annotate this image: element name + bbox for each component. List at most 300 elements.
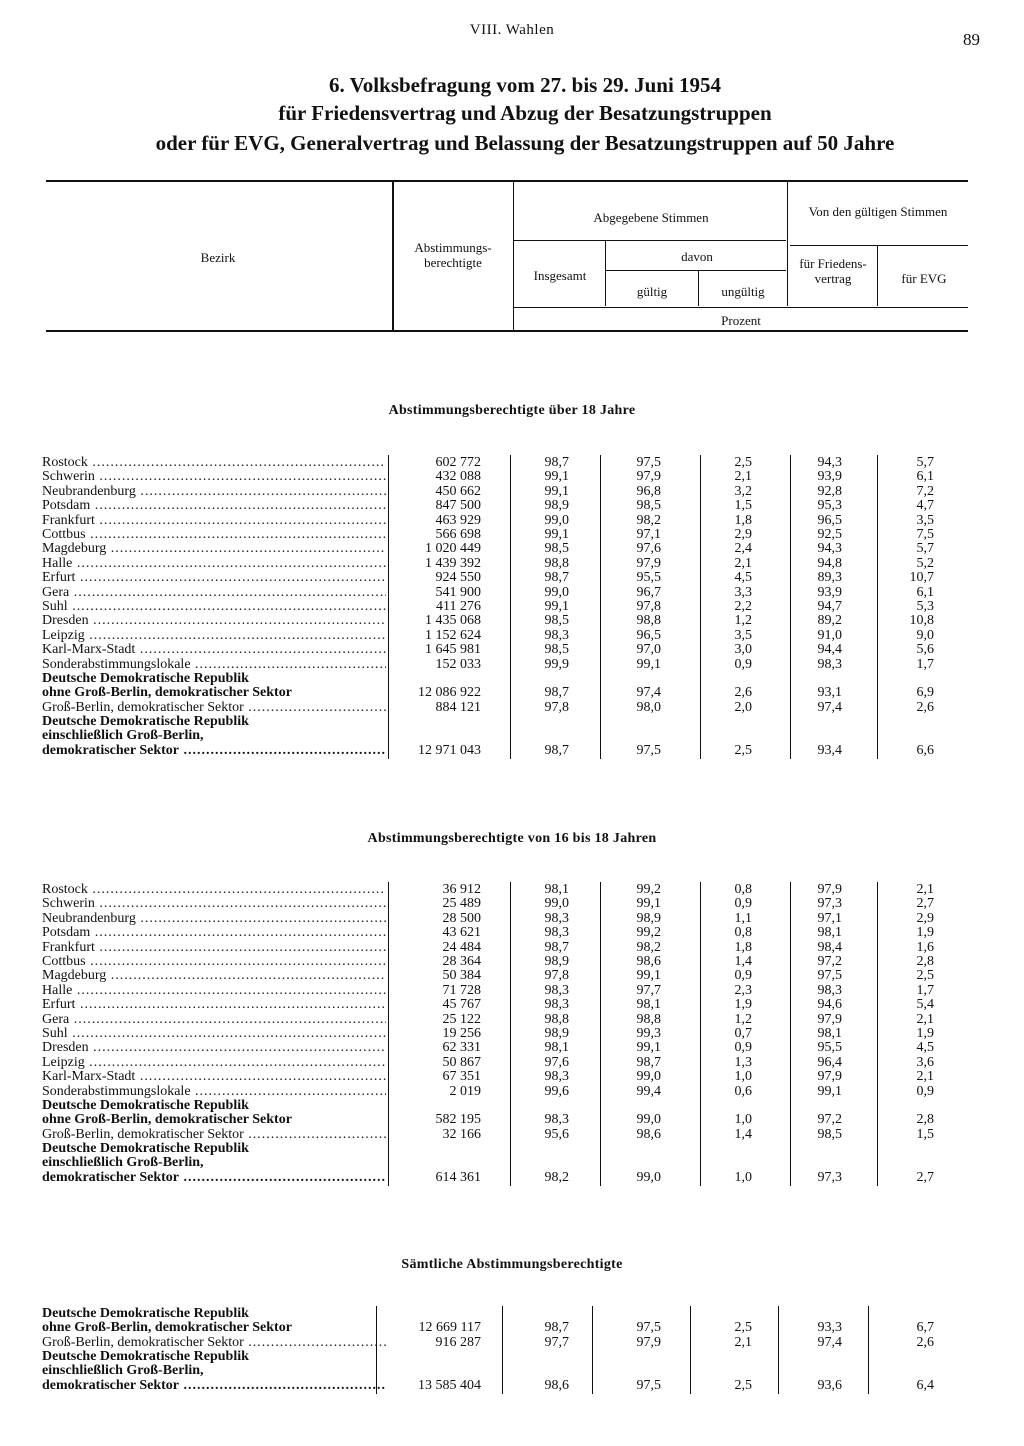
ungueltig-value: 0,9 [734,656,752,672]
title-line-2: für Friedensvertrag und Abzug der Besatzungstruppen [278,101,772,125]
berechtigte-value: 1 435 068 [425,613,481,629]
evg-value: 3,5 [916,512,934,528]
gueltig-value: 97,8 [636,599,661,614]
row-label: demokratischer Sektor ..... [42,1170,386,1186]
ungueltig-value: 2,4 [734,541,752,557]
column-divider [778,1306,779,1394]
ungueltig-value: 1,2 [734,613,752,629]
insgesamt-value: 98,7 [544,743,569,758]
ungueltig-value: 1,0 [734,1112,752,1127]
frieden-value: 96,4 [817,1054,842,1070]
column-divider [600,882,601,1186]
gueltig-value: 99,0 [636,1069,661,1085]
row-label: Deutsche Demokratische Republik [42,1306,249,1321]
frieden-value: 93,3 [817,1320,842,1335]
frieden-value: 95,3 [817,498,842,514]
berechtigte-value: 62 331 [442,1040,481,1056]
gueltig-value: 97,5 [636,455,661,470]
row-label: Deutsche Demokratische Republik [42,714,249,729]
insgesamt-value: 98,1 [544,882,569,897]
row-label: Dresden ..... [42,613,386,629]
row-label: Deutsche Demokratische Republik [42,671,249,686]
header-top-rule [46,180,968,182]
gueltig-value: 97,9 [636,469,661,485]
frieden-value: 98,3 [817,982,842,998]
row-label: ohne Groß-Berlin, demokratischer Sektor [42,1320,292,1335]
header-insgesamt: Insgesamt [533,268,587,283]
berechtigte-value: 1 152 624 [425,627,481,643]
section-title-16-18: Abstimmungsberechtigte von 16 bis 18 Jahren [367,831,657,846]
header-davon: davon [681,249,713,264]
running-head: VIII. Wahlen [469,22,555,38]
frieden-value: 93,9 [817,469,842,485]
ungueltig-value: 2,1 [734,1335,752,1350]
header-berechtigte: Abstimmungs-berechtigte [414,240,492,270]
gueltig-value: 98,2 [636,512,661,528]
frieden-value: 97,9 [817,1011,842,1027]
gueltig-value: 98,6 [636,1127,661,1142]
gueltig-value: 97,7 [636,982,661,998]
ddr-mit-label-row-2 [0,728,1024,744]
evg-value: 5,3 [916,599,934,614]
berechtigte-value: 614 361 [435,1170,481,1185]
gueltig-value: 97,5 [636,1320,661,1335]
frieden-value: 93,9 [817,584,842,600]
berechtigte-value: 2 019 [449,1083,481,1099]
gueltig-value: 97,5 [636,1378,661,1393]
header-bezirk: Bezirk [200,250,236,265]
row-label: Sonderabstimmungslokale ..... [42,1084,386,1100]
berechtigte-value: 25 489 [442,896,481,912]
insgesamt-value: 98,7 [544,1320,569,1335]
insgesamt-value: 99,9 [544,656,569,672]
column-divider [790,882,791,1186]
gueltig-value: 98,6 [636,954,661,969]
row-label: Dresden ..... [42,1040,386,1056]
evg-value: 2,6 [916,1335,934,1350]
evg-value: 2,5 [916,968,934,984]
ungueltig-value: 2,1 [734,555,752,571]
column-divider [790,455,791,759]
berechtigte-value: 450 662 [435,483,481,499]
gueltig-value: 99,2 [636,882,661,897]
frieden-value: 91,0 [817,627,842,643]
gueltig-value: 97,5 [636,743,661,758]
insgesamt-value: 98,6 [544,1378,569,1393]
ungueltig-value: 3,3 [734,584,752,600]
frieden-value: 94,6 [817,997,842,1013]
evg-value: 6,6 [916,743,934,758]
ungueltig-value: 1,2 [734,1011,752,1027]
frieden-value: 94,4 [817,642,842,658]
row-label: einschließlich Groß-Berlin, [42,1363,204,1378]
header-divider-insgesamt [605,240,606,306]
row-label: Erfurt ..... [42,570,386,586]
ungueltig-value: 3,0 [734,642,752,658]
gueltig-value: 99,1 [636,968,661,984]
frieden-value: 96,5 [817,512,842,528]
gueltig-value: 99,0 [636,1112,661,1127]
gueltig-value: 99,4 [636,1083,661,1099]
row-label: Potsdam ..... [42,925,386,941]
insgesamt-value: 98,5 [544,642,569,658]
evg-value: 1,9 [916,925,934,941]
evg-value: 7,5 [916,527,934,542]
frieden-value: 98,1 [817,1026,842,1041]
row-label: Gera ..... [42,585,386,601]
column-divider [877,882,878,1186]
gueltig-value: 99,3 [636,1026,661,1041]
gueltig-value: 96,5 [636,627,661,643]
berechtigte-value: 152 033 [435,656,481,672]
row-label: Rostock ..... [42,882,386,898]
ddr-mit-row [0,1378,1024,1394]
berechtigte-value: 71 728 [442,982,481,998]
frieden-value: 97,5 [817,968,842,984]
evg-value: 3,6 [916,1054,934,1070]
evg-value: 5,7 [916,541,934,557]
insgesamt-value: 97,8 [544,968,569,984]
row-label: Halle ..... [42,983,386,999]
section-title-saemtliche: Sämtliche Abstimmungsberechtigte [401,1257,623,1272]
gueltig-value: 98,8 [636,1011,661,1027]
insgesamt-value: 99,1 [544,527,569,542]
evg-value: 5,6 [916,642,934,658]
berechtigte-value: 884 121 [435,700,481,715]
frieden-value: 93,4 [817,743,842,758]
frieden-value: 97,2 [817,1112,842,1127]
evg-value: 5,7 [916,455,934,470]
ungueltig-value: 3,2 [734,483,752,499]
evg-value: 4,7 [916,498,934,514]
insgesamt-value: 99,0 [544,584,569,600]
frieden-value: 98,3 [817,656,842,672]
berechtigte-value: 24 484 [442,939,481,955]
ddr-ohne-row [0,1320,1024,1336]
ungueltig-value: 2,3 [734,982,752,998]
evg-value: 1,9 [916,1026,934,1041]
row-label: Karl-Marx-Stadt ..... [42,642,386,658]
insgesamt-value: 98,2 [544,1170,569,1185]
frieden-value: 94,8 [817,555,842,571]
row-label: Neubrandenburg ..... [42,911,386,927]
ungueltig-value: 0,9 [734,1040,752,1056]
column-divider [510,882,511,1186]
ungueltig-value: 1,0 [734,1170,752,1185]
row-label: demokratischer Sektor ..... [42,1378,386,1394]
insgesamt-value: 98,1 [544,1040,569,1056]
berechtigte-value: 1 645 981 [425,642,481,658]
gueltig-value: 97,6 [636,541,661,557]
row-label: ohne Groß-Berlin, demokratischer Sektor [42,1112,292,1127]
header-fuer-evg: für EVG [901,271,947,286]
header-divider-berechtigte [513,182,514,330]
berechtigte-value: 13 585 404 [418,1378,481,1393]
row-label: Groß-Berlin, demokratischer Sektor ..... [42,1127,386,1143]
row-label: Deutsche Demokratische Republik [42,1098,249,1113]
frieden-value: 97,2 [817,954,842,969]
row-label: Schwerin ..... [42,896,386,912]
frieden-value: 89,2 [817,613,842,629]
header-divider-ungueltig [787,182,788,306]
row-label: Magdeburg ..... [42,541,386,557]
ungueltig-value: 2,5 [734,1378,752,1393]
column-divider [700,455,701,759]
evg-value: 6,1 [916,584,934,600]
berechtigte-value: 45 767 [442,997,481,1013]
evg-value: 2,7 [916,896,934,912]
berechtigte-value: 12 086 922 [418,685,481,700]
gueltig-value: 99,1 [636,896,661,912]
ungueltig-value: 2,2 [734,599,752,614]
berechtigte-value: 1 439 392 [425,555,481,571]
berechtigte-value: 50 867 [442,1054,481,1070]
row-label: Gera ..... [42,1012,386,1028]
gueltig-value: 96,7 [636,584,661,600]
evg-value: 9,0 [916,627,934,643]
insgesamt-value: 97,8 [544,700,569,715]
insgesamt-value: 98,5 [544,541,569,557]
column-divider [388,455,389,759]
row-label: Karl-Marx-Stadt ..... [42,1069,386,1085]
frieden-value: 97,3 [817,896,842,912]
gueltig-value: 98,7 [636,1054,661,1070]
berechtigte-value: 847 500 [435,498,481,514]
evg-value: 1,7 [916,656,934,672]
berechtigte-value: 36 912 [442,882,481,897]
evg-value: 5,2 [916,555,934,571]
column-divider [877,455,878,759]
ungueltig-value: 0,8 [734,925,752,941]
insgesamt-value: 99,0 [544,512,569,528]
insgesamt-value: 99,0 [544,896,569,912]
ungueltig-value: 1,0 [734,1069,752,1085]
gueltig-value: 99,1 [636,656,661,672]
ungueltig-value: 2,6 [734,685,752,700]
column-divider [868,1306,869,1394]
row-label: Deutsche Demokratische Republik [42,1141,249,1156]
ungueltig-value: 2,0 [734,700,752,715]
ungueltig-value: 3,5 [734,627,752,643]
evg-value: 2,8 [916,954,934,969]
insgesamt-value: 98,9 [544,1026,569,1041]
insgesamt-value: 98,3 [544,925,569,941]
header-divider-frieden [877,245,878,306]
insgesamt-value: 98,9 [544,498,569,514]
prozent-rule [514,307,968,308]
page-number: 89 [963,30,980,49]
row-label: Magdeburg ..... [42,968,386,984]
gueltig-value: 95,5 [636,570,661,586]
gueltig-value: 98,0 [636,700,661,715]
evg-value: 2,9 [916,910,934,926]
berechtigte-value: 566 698 [435,527,481,542]
gueltig-value: 97,9 [636,1335,661,1350]
ungueltig-value: 2,1 [734,469,752,485]
ungueltig-value: 2,9 [734,527,752,542]
insgesamt-value: 98,3 [544,910,569,926]
berechtigte-value: 463 929 [435,512,481,528]
berechtigte-value: 12 971 043 [418,743,481,758]
frieden-value: 93,6 [817,1378,842,1393]
gueltige-rule [790,245,968,246]
evg-value: 10,7 [909,570,934,586]
header-bottom-rule [46,330,968,332]
row-label: Sonderabstimmungslokale ..... [42,657,386,673]
frieden-value: 98,5 [817,1127,842,1142]
insgesamt-value: 97,7 [544,1335,569,1350]
header-fuer-frieden: für Friedens-vertrag [799,256,867,286]
evg-value: 6,1 [916,469,934,485]
insgesamt-value: 98,8 [544,555,569,571]
evg-value: 2,1 [916,1069,934,1085]
berechtigte-value: 411 276 [436,599,481,614]
gueltig-value: 98,2 [636,939,661,955]
row-label: Suhl ..... [42,599,386,615]
evg-value: 7,2 [916,483,934,499]
column-divider [510,455,511,759]
insgesamt-value: 99,1 [544,469,569,485]
abgegeben-rule [514,240,786,241]
evg-value: 1,6 [916,939,934,955]
frieden-value: 94,7 [817,599,842,614]
evg-value: 2,1 [916,882,934,897]
insgesamt-value: 98,3 [544,997,569,1013]
insgesamt-value: 99,1 [544,599,569,614]
berechtigte-value: 12 669 117 [418,1320,481,1335]
row-label: Rostock ..... [42,455,386,471]
berechtigte-value: 28 364 [442,954,481,969]
row-label: Groß-Berlin, demokratischer Sektor ..... [42,700,386,716]
gueltig-value: 97,4 [636,685,661,700]
berechtigte-value: 432 088 [435,469,481,485]
frieden-value: 97,4 [817,700,842,715]
berechtigte-value: 28 500 [442,910,481,926]
row-label: einschließlich Groß-Berlin, [42,728,204,743]
frieden-value: 92,5 [817,527,842,542]
frieden-value: 94,3 [817,455,842,470]
row-label: Neubrandenburg ..... [42,484,386,500]
row-label: Cottbus ..... [42,954,386,970]
insgesamt-value: 98,3 [544,982,569,998]
ddr-ohne-row [0,1112,1024,1128]
column-divider [388,882,389,1186]
frieden-value: 98,4 [817,939,842,955]
evg-value: 2,1 [916,1011,934,1027]
gueltig-value: 97,9 [636,555,661,571]
berechtigte-value: 67 351 [442,1069,481,1085]
ungueltig-value: 1,9 [734,997,752,1013]
row-label: Potsdam ..... [42,498,386,514]
column-divider [700,882,701,1186]
ungueltig-value: 1,1 [734,910,752,926]
row-label: ohne Groß-Berlin, demokratischer Sektor [42,685,292,700]
berechtigte-value: 602 772 [435,455,481,470]
insgesamt-value: 98,3 [544,1069,569,1085]
frieden-value: 95,5 [817,1040,842,1056]
berechtigte-value: 916 287 [435,1335,481,1350]
insgesamt-value: 98,7 [544,455,569,470]
ddr-mit-row [0,743,1024,759]
row-label: Frankfurt ..... [42,940,386,956]
frieden-value: 94,3 [817,541,842,557]
row-label: Halle ..... [42,556,386,572]
ungueltig-value: 0,8 [734,882,752,897]
row-label: einschließlich Groß-Berlin, [42,1155,204,1170]
evg-value: 6,9 [916,685,934,700]
insgesamt-value: 99,6 [544,1083,569,1099]
insgesamt-value: 98,3 [544,627,569,643]
berechtigte-value: 1 020 449 [425,541,481,557]
gueltig-value: 98,8 [636,613,661,629]
frieden-value: 98,1 [817,925,842,941]
row-label: Leipzig ..... [42,628,386,644]
berechtigte-value: 582 195 [435,1112,481,1127]
ungueltig-value: 2,5 [734,455,752,470]
evg-value: 5,4 [916,997,934,1013]
ddr-mit-row [0,1170,1024,1186]
title-line-1: 6. Volksbefragung vom 27. bis 29. Juni 1954 [328,73,722,97]
gueltig-value: 98,1 [636,997,661,1013]
insgesamt-value: 98,7 [544,570,569,586]
evg-value: 6,7 [916,1320,934,1335]
ungueltig-value: 1,4 [734,1127,752,1142]
berechtigte-value: 32 166 [442,1127,481,1142]
gueltig-value: 98,9 [636,910,661,926]
frieden-value: 99,1 [817,1083,842,1099]
berechtigte-value: 541 900 [435,584,481,600]
section-title-ueber-18: Abstimmungsberechtigte über 18 Jahre [388,403,636,418]
ungueltig-value: 1,4 [734,954,752,969]
ungueltig-value: 0,9 [734,896,752,912]
evg-value: 4,5 [916,1040,934,1056]
evg-value: 2,6 [916,700,934,715]
gueltig-value: 98,5 [636,498,661,514]
gueltig-value: 97,0 [636,642,661,658]
frieden-value: 97,9 [817,1069,842,1085]
evg-value: 2,7 [916,1170,934,1185]
title-line-3: oder für EVG, Generalvertrag und Belassung der Besatzungstruppen auf 50 Jahre [155,131,895,155]
ungueltig-value: 0,6 [734,1083,752,1099]
frieden-value: 89,3 [817,570,842,586]
gueltig-value: 96,8 [636,483,661,499]
frieden-value: 97,3 [817,1170,842,1185]
header-von-gueltigen: Von den gültigen Stimmen [808,204,948,219]
insgesamt-value: 98,9 [544,954,569,969]
row-label: Cottbus ..... [42,527,386,543]
insgesamt-value: 95,6 [544,1127,569,1142]
header-prozent: Prozent [721,313,761,328]
berechtigte-value: 50 384 [442,968,481,984]
column-divider [600,455,601,759]
insgesamt-value: 98,7 [544,685,569,700]
header-gueltig: gültig [636,284,668,299]
row-label: Erfurt ..... [42,997,386,1013]
ungueltig-value: 2,5 [734,743,752,758]
ddr-mit-label-row-2 [0,1155,1024,1171]
gueltig-value: 97,1 [636,527,661,542]
header-abgegeben: Abgegebene Stimmen [593,210,709,225]
frieden-value: 93,1 [817,685,842,700]
row-label: Groß-Berlin, demokratischer Sektor ..... [42,1335,386,1351]
column-divider [592,1306,593,1394]
ungueltig-value: 0,9 [734,968,752,984]
row-label: Suhl ..... [42,1026,386,1042]
ungueltig-value: 1,3 [734,1054,752,1070]
evg-value: 1,5 [916,1127,934,1142]
row-label: Frankfurt ..... [42,513,386,529]
insgesamt-value: 98,8 [544,1011,569,1027]
